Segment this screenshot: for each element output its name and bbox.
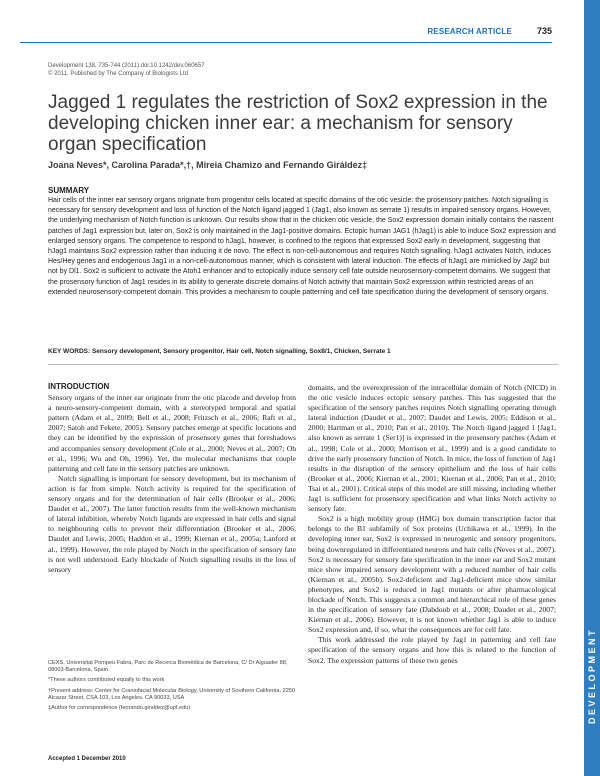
present-address-note: †Present address: Center for Craniofacial Molecular Biology, University of Southern California, 2250 Alcazar Street, CSA 103, Los Angeles, CA 90033, USA (48, 687, 296, 701)
author-list: Joana Neves*, Carolina Parada*,†, Mireia Chamizo and Fernando Giráldez‡ (48, 160, 368, 170)
paragraph: domains, and the overexpression of the intracellular domain of Notch (NICD) in the otic vesicle induces ectopic sensory patches. This has suggested that the specification of the sensory patches requires Notch signalling operating through lateral induction (Daudet et al., 2007; Daudet and Lewis, 2005; Eddison et al., 2000; Hartman et al., 2010; Pan et al., 2010). The Notch ligand jagged 1 [Jag1, also known as serrate 1 (Ser1)] is expressed in the prosensory patches (Adam et al., 1998; Cole et al., 2000; Morrison et al., 1999) and is a good candidate to drive the early prosensory function of Notch. In mice, the loss of function of Jag1 results in the disruption of the sensory epithelium and the loss of hair cells (Brooker et al., 2006; Kiernan et al., 2001; Kiernan et al., 2006; Pan et al., 2010; Tsai et al., 2001). Critical steps of this model are still missing, including whether Jag1 is sufficient for prosensory specification and what links Notch activity to sensory fate. (308, 383, 556, 514)
paragraph: This work addressed the role played by Jag1 in patterning and cell fate specification of the sensory organs and how this is related to the function of Sox2. The expression patterns of these two genes (308, 635, 556, 665)
section-label: RESEARCH ARTICLE (427, 27, 512, 36)
accepted-date: Accepted 1 December 2010 (48, 756, 126, 762)
header-rule (20, 42, 552, 43)
introduction-heading: INTRODUCTION (48, 382, 110, 391)
equal-contribution-note: *These authors contributed equally to this work (48, 677, 165, 684)
article-meta (48, 62, 205, 78)
citation: Development 138, 735-744 (2011) doi:10.1242/dev.060657 (48, 63, 205, 69)
paragraph: Sox2 is a high mobility group (HMG) box domain transcription factor that belongs to the B1 subfamily of Sox proteins (Uchikawa et al., 1999). In the developing inner ear, Sox2 is expressed in neurogenic and sensory progenitors, being downregulated in differentiated neurons and hair cells (Neves et al., 2007). Sox2 is necessary for sensory fate specification in the inner ear and Sox2 mutant mice show impaired sensory development with a reduced number of hair cells (Kiernan et al., 2005b). Sox2-deficient and Jag1-deficient mice show similar phenotypes, and Sox2 is reduced in Jag1 mutants or after pharmacological blockade of Notch. This suggests a common and hierarchical role of these genes in the specification of sensory fate (Dabdoub et al., 2008; Daudet et al., 2007; Kiernan et al., 2006). However, it is not known whether Jag1 is able to induce Sox2 expression and, if so, what the consequences are for cell fate. (308, 514, 556, 635)
right-column (308, 383, 556, 666)
side-label-box (587, 616, 597, 736)
summary-heading: SUMMARY (48, 186, 90, 195)
summary-text: Hair cells of the inner ear sensory organs originate from progenitor cells located at specific domains of the otic vesicle: the prosensory patches. Notch signalling is necessary for sensory development and loss of function of the Notch ligand jagged 1 (Jag1, also known as serrate 1) results in impaired sensory organs. However, the underlying mechanism of Notch function is unknown. Our results show that in the chicken otic vesicle, the Sox2 expression domain initially contains the nascent patches of Jag1 expression but, later on, Sox2 is only maintained in the Jag1-positive domains. Ectopic human JAG1 (hJag1) is able to induce Sox2 expression and enlarged sensory organs. The competence to respond to hJag1, however, is confined to the regions that expressed Sox2 early in development, suggesting that hJag1 maintains Sox2 expression rather than inducing it de novo. The effect is non-cell-autonomous and requires Notch signalling. hJag1 activates Notch, induces Hes/Hey genes and endogenous Jag1 in a non-cell-autonomous manner, which is consistent with lateral induction. The effects of hJag1 are mimicked by Jag2 but not by Dl1. Sox2 is sufficient to activate the Atoh1 enhancer and to ectopically induce sensory cell fate outside neurosensory-competent domains. We suggest that the prosensory function of Jag1 resides in its ability to generate discrete domains of Notch activity that maintain Sox2 expression within restricted areas of an extended neurosensory-competent domain. This provides a mechanism to couple patterning and cell fate specification during the development of sensory organs. (48, 197, 556, 296)
paragraph: Sensory organs of the inner ear originate from the otic placode and develop from a neuro-sensory-competent domain, with a stereotyped temporal and spatial pattern (Adam et al., 2009; Bell et al., 2008; Fritzsch et al., 2006; Raft et al., 2007; Satoh and Fekete, 2005). Sensory patches emerge at specific locations and they can be identified by the expression of prosensory genes that foreshadows and accompanies sensory development (Cole et al., 2000; Neves et al., 2007; Oh et al., 1996; Wu and Oh, 1996). Yet, the molecular mechanisms that couple patterning and cell fate in the sensory patches are unknown. (48, 393, 296, 473)
affiliation-note: CEXS, Universitat Pompeu Fabra, Parc de Recerca Biomèdica de Barcelona, C/ Dr Aiguader 88, 08003-Barcelona, Spain. (48, 660, 288, 674)
article-title: Jagged 1 regulates the restriction of Sox2 expression in the developing chicken inner ear: a mechanism for sensory organ specification (48, 92, 548, 155)
running-header (20, 22, 552, 44)
copyright: © 2011. Published by The Company of Biologists Ltd (48, 71, 188, 77)
page-number: 735 (536, 26, 552, 36)
footnotes (48, 660, 296, 715)
paragraph: Notch signalling is important for sensory development, but its mechanism of action is far from simple. Notch activity is required for the specification of sensory organs and for the determination of hair cells (Brooker et al., 2006; Daudet et al., 2007). The latter function results from the well-known mechanism of lateral inhibition, whereby Notch ligands are expressed in hair cells and signal to neighbouring cells to prevent their differentiation (Brooker et al., 2006; Daudet and Lewis, 2005; Haddon et al., 1999; Kiernan et al., 2005a; Lanford et al., 1999). However, the role played by Notch in the specification of sensory fate is not well understood. Early blockade of Notch signalling results in the loss of sensory (48, 473, 296, 574)
journal-side-bar (584, 0, 600, 776)
keywords: KEY WORDS: Sensory development, Sensory progenitor, Hair cell, Notch signalling, Sox8/1, Chicken, Serrate 1 (48, 348, 391, 355)
side-label: DEVELOPMENT (587, 627, 597, 725)
correspondence-note: ‡Author for correspondence (fernando.giraldez@upf.edu) (48, 705, 191, 712)
keywords-rule (48, 364, 558, 365)
left-column (48, 382, 296, 575)
